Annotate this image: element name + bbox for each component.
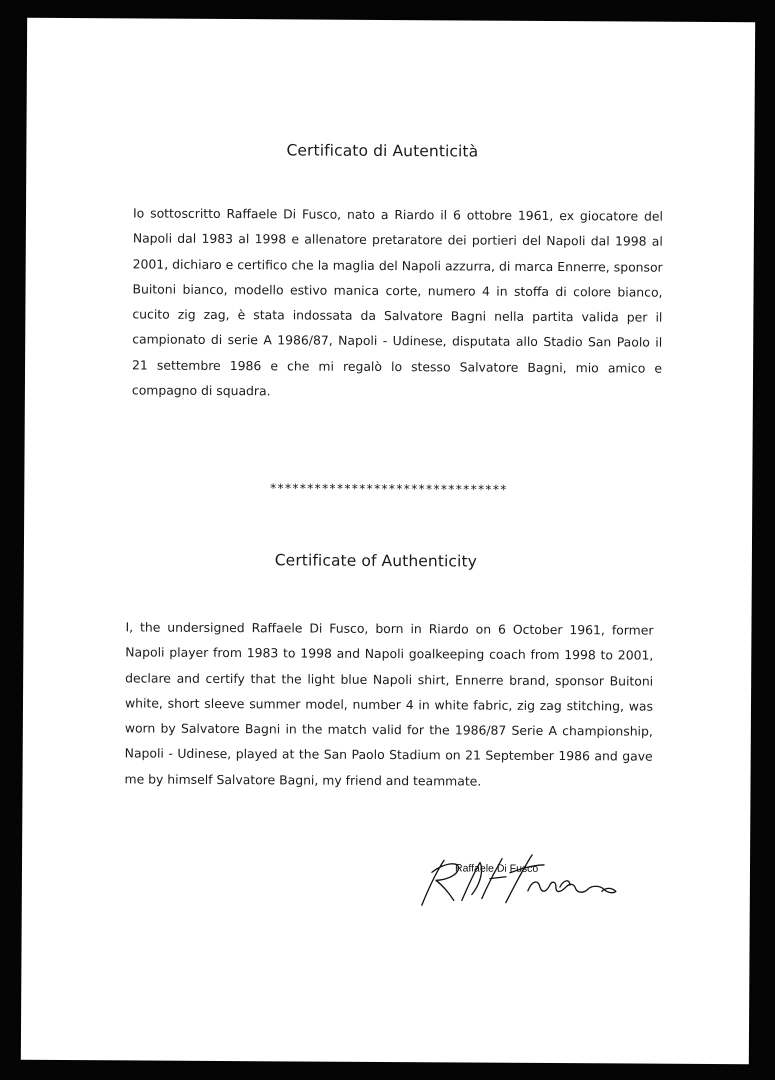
english-body: I, the undersigned Raffaele Di Fusco, born in Riardo on 6 October 1961, former Napoli player from 1983 to 1998 and Napoli goalkeeping coach from 1998 to 2001, declare and certify that the light blue Napoli shirt, Ennerre brand, sponsor Buitoni white, short sleeve summer model, number 4 in white fabric, zig zag stitching, was worn by Salvatore Bagni in the match valid for the 1986/87 Serie A championship, Napoli - Udinese, played at the San Paolo Stadium on 21 September 1986 and gave me by himself Salvatore Bagni, my friend and teammate. xyxy=(124,619,654,789)
section-divider: ******************************** xyxy=(269,481,508,497)
english-title: Certificate of Authenticity xyxy=(274,551,478,571)
signature-printed-name: Raffaele Di Fusco xyxy=(454,862,539,875)
italian-body: Io sottoscritto Raffaele Di Fusco, nato a Riardo il 6 ottobre 1961, ex giocatore del Napoli dal 1983 al 1998 e allenatore pretaratore dei portieri del Napoli dal 1998 al 2001, dichiaro e certifico che la maglia del Napoli azzurra, di marca Ennerre, sponsor Buitoni bianco, modello estivo manica corte, numero 4 in stoffa di colore bianco, cucito zig zag, è stata indossata da Salvatore Bagni nella partita valida per il campionato di serie A 1986/87, Napoli - Udinese, disputata allo Stadio San Paolo il 21 settembre 1986 e che mi regalò lo stesso Salvatore Bagni, mio amico e compagno di squadra. xyxy=(131,205,664,399)
handwritten-signature xyxy=(410,850,620,911)
italian-title: Certificato di Autenticità xyxy=(286,141,479,161)
certificate-page xyxy=(21,18,755,1064)
